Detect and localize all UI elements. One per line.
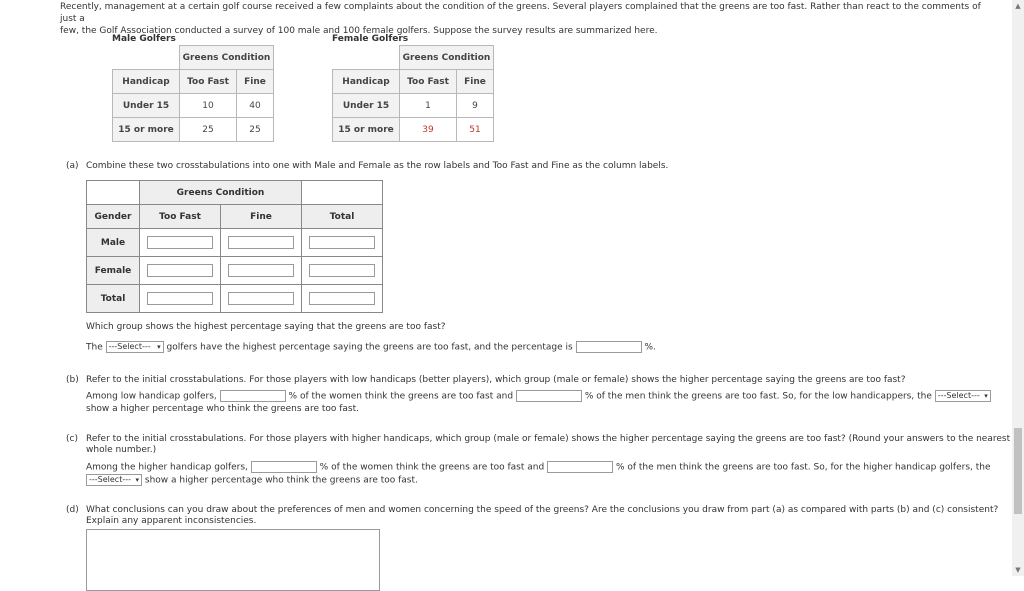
cell-value: 10 <box>180 94 237 118</box>
part-a-percentage-input[interactable] <box>576 341 642 353</box>
chevron-down-icon: ▾ <box>157 343 161 351</box>
part-d-question-2: Explain any apparent inconsistencies. <box>86 516 257 526</box>
part-c-group-select[interactable]: ---Select--- ▾ <box>86 474 142 486</box>
part-d-label: (d) <box>66 505 79 515</box>
part-b-question: Refer to the initial crosstabulations. For those players with low handicaps (better players), which group (male or female) shows the higher percentage saying the greens are too fast? <box>86 375 906 385</box>
row-label: 15 or more <box>113 118 180 142</box>
group-header: Greens Condition <box>400 46 494 70</box>
total-too-fast-input[interactable] <box>147 292 213 305</box>
row-label: Female <box>87 257 140 285</box>
female-too-fast-input[interactable] <box>147 264 213 277</box>
scrollbar-thumb[interactable] <box>1014 428 1022 514</box>
vertical-scrollbar[interactable] <box>1012 0 1024 576</box>
col-header: Too Fast <box>180 70 237 94</box>
male-crosstab <box>112 45 274 142</box>
row-label: Under 15 <box>333 94 400 118</box>
cell-value: 9 <box>457 94 494 118</box>
cell-value: 25 <box>237 118 274 142</box>
cell-value: 39 <box>400 118 457 142</box>
col-header: Fine <box>221 205 302 229</box>
part-a-answer-line: The ---Select--- ▾ golfers have the highest percentage saying the greens are too fast, and the percentage is %. <box>86 342 656 353</box>
part-b-women-input[interactable] <box>220 390 286 402</box>
col-header: Fine <box>457 70 494 94</box>
col-header: Handicap <box>333 70 400 94</box>
part-b-label: (b) <box>66 375 79 385</box>
part-a-label: (a) <box>66 161 79 171</box>
part-c-men-input[interactable] <box>547 461 613 473</box>
group-header: Greens Condition <box>140 181 302 205</box>
male-total-input[interactable] <box>309 236 375 249</box>
part-c-answer-line-2: ---Select--- ▾ show a higher percentage who think the greens are too fast. <box>86 474 418 487</box>
col-header: Handicap <box>113 70 180 94</box>
cell-value: 51 <box>457 118 494 142</box>
row-label: Under 15 <box>113 94 180 118</box>
group-header: Greens Condition <box>180 46 274 70</box>
female-total-input[interactable] <box>309 264 375 277</box>
row-label: Male <box>87 229 140 257</box>
col-header: Too Fast <box>400 70 457 94</box>
col-header: Too Fast <box>140 205 221 229</box>
part-c-answer-line: Among the higher handicap golfers, % of the women think the greens are too fast and % of the men think the greens are too fast. So, for the higher handicap golfers, the <box>86 462 991 473</box>
female-fine-input[interactable] <box>228 264 294 277</box>
row-label: 15 or more <box>333 118 400 142</box>
col-header: Fine <box>237 70 274 94</box>
part-a-group-select[interactable]: ---Select--- ▾ <box>106 341 164 353</box>
intro-text: Recently, management at a certain golf course received a few complaints about the condition of the greens. Several players complained that the greens are too fast. Rather than react to the comments of just a few, the Golf Association conducted a survey of 100 male and 100 female golfers. Suppose the survey results are summarized here. <box>60 2 981 36</box>
part-b-group-select[interactable]: ---Select--- ▾ <box>935 390 991 402</box>
chevron-down-icon: ▾ <box>135 476 139 484</box>
col-header: Gender <box>87 205 140 229</box>
female-crosstab <box>332 45 494 142</box>
part-c-question: Refer to the initial crosstabulations. For those players with higher handicaps, which group (male or female) shows the higher percentage saying the greens are too fast? (Round your answers to the nearest <box>86 434 1011 444</box>
combined-crosstab <box>86 180 383 313</box>
part-d-answer-textarea[interactable] <box>86 529 380 591</box>
part-c-women-input[interactable] <box>251 461 317 473</box>
part-c-label: (c) <box>66 434 78 444</box>
cell-value: 1 <box>400 94 457 118</box>
part-b-men-input[interactable] <box>516 390 582 402</box>
grand-total-input[interactable] <box>309 292 375 305</box>
scroll-up-icon[interactable]: ▲ <box>1015 2 1021 10</box>
male-too-fast-input[interactable] <box>147 236 213 249</box>
cell-value: 40 <box>237 94 274 118</box>
cell-value: 25 <box>180 118 237 142</box>
part-b-answer-line: Among low handicap golfers, % of the women think the greens are too fast and % of the men think the greens are too fast. So, for the low handicappers, the ---Select--- ▾ <box>86 390 991 403</box>
male-fine-input[interactable] <box>228 236 294 249</box>
chevron-down-icon: ▾ <box>984 392 988 400</box>
part-d-question: What conclusions can you draw about the preferences of men and women concerning the speed of the greens? Are the conclusions you draw from part (a) as compared with parts (b) and (c) consistent? <box>86 505 999 515</box>
scroll-down-icon[interactable]: ▼ <box>1015 566 1021 574</box>
col-header: Total <box>302 205 383 229</box>
part-a-question: Which group shows the highest percentage saying that the greens are too fast? <box>86 322 446 332</box>
part-a-instruction: Combine these two crosstabulations into one with Male and Female as the row labels and Too Fast and Fine as the column labels. <box>86 161 669 171</box>
part-c-question-2: whole number.) <box>86 445 157 455</box>
male-table-title: Male Golfers <box>112 34 176 44</box>
total-fine-input[interactable] <box>228 292 294 305</box>
row-label: Total <box>87 285 140 313</box>
female-table-title: Female Golfers <box>332 34 409 44</box>
part-b-answer-line-2: show a higher percentage who think the greens are too fast. <box>86 404 360 414</box>
